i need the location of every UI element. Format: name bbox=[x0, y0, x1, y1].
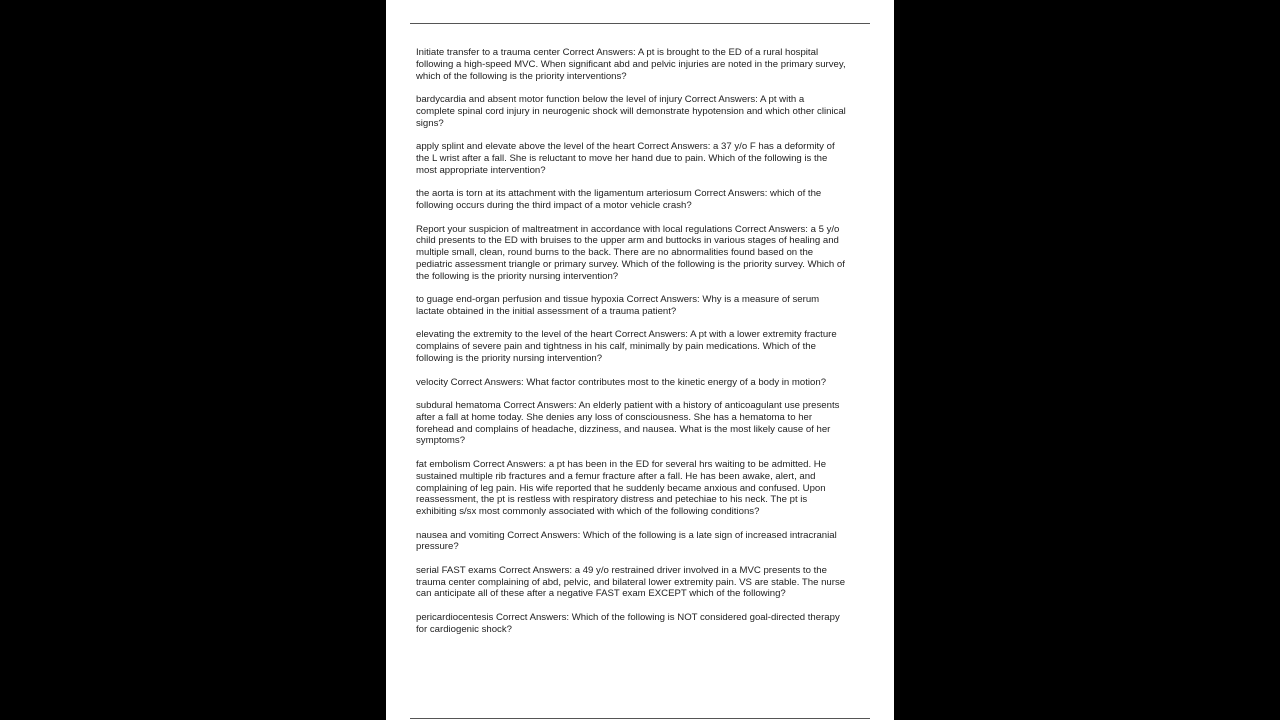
footer-rule bbox=[410, 718, 870, 719]
qa-paragraph-1: Initiate transfer to a trauma center Correct Answers: A pt is brought to the ED of a rural hospital following a high-speed MVC. When significant abd and pelvic injuries are noted in the primary survey, which of the following is the priority interventions? bbox=[416, 47, 846, 82]
qa-paragraph-8: velocity Correct Answers: What factor contributes most to the kinetic energy of a body in motion? bbox=[416, 376, 827, 388]
qa-paragraph-12: serial FAST exams Correct Answers: a 49 y/o restrained driver involved in a MVC presents to the trauma center complaining of abd, pelvic, and bilateral lower extremity pain. VS are stable. The nurse can anticipate all of these after a negative FAST exam EXCEPT which of the following? bbox=[416, 564, 846, 600]
document-page bbox=[386, 0, 894, 720]
qa-paragraph-5: Report your suspicion of maltreatment in accordance with local regulations Correct Answers: a 5 y/o child presents to the ED with bruises to the upper arm and buttocks in various stages of healing and multiple small, clean, round burns to the back. There are no abnormalities found based on the pediatric assessment triangle or primary survey. Which of the following is the priority survey. Which of the following is the priority nursing intervention? bbox=[416, 223, 845, 282]
qa-paragraph-2: bardycardia and absent motor function below the level of injury Correct Answers: A pt with a complete spinal cord injury in neurogenic shock will demonstrate hypotension and which other clinical signs? bbox=[416, 94, 846, 129]
qa-paragraph-10: fat embolism Correct Answers: a pt has been in the ED for several hrs waiting to be admitted. He sustained multiple rib fractures and a femur fracture after a fall. He has been awake, alert, and complaining of leg pain. His wife reported that he suddenly became anxious and confused. Upon reassessment, the pt is restless with respiratory distress and petechiae to his neck. The pt is exhibiting s/sx most commonly associated with which of the following conditions? bbox=[416, 458, 827, 518]
document-body bbox=[416, 47, 878, 647]
qa-paragraph-6: to guage end-organ perfusion and tissue hypoxia Correct Answers: Why is a measure of serum lactate obtained in the initial assessment of a trauma patient? bbox=[416, 294, 820, 317]
qa-paragraph-4: the aorta is torn at its attachment with the ligamentum arteriosum Correct Answers: which of the following occurs during the third impact of a motor vehicle crash? bbox=[416, 188, 822, 212]
qa-paragraph-9: subdural hematoma Correct Answers: An elderly patient with a history of anticoagulant use presents after a fall at home today. She denies any loss of consciousness. She has a hematoma to her forehead and complains of headache, dizziness, and nausea. What is the most likely cause of her symptoms? bbox=[416, 400, 840, 447]
qa-paragraph-7: elevating the extremity to the level of the heart Correct Answers: A pt with a lower extremity fracture complains of severe pain and tightness in his calf, minimally by pain medications. Which of the following is the priority nursing intervention? bbox=[416, 329, 837, 365]
qa-paragraph-13: pericardiocentesis Correct Answers: Which of the following is NOT considered goal-directed therapy for cardiogenic shock? bbox=[416, 611, 840, 635]
header-rule bbox=[410, 23, 870, 24]
qa-paragraph-11: nausea and vomiting Correct Answers: Which of the following is a late sign of increased intracranial pressure? bbox=[416, 529, 837, 553]
qa-paragraph-3: apply splint and elevate above the level of the heart Correct Answers: a 37 y/o F has a deformity of the L wrist after a fall. She is reluctant to move her hand due to pain. Which of the following is the most appropriate intervention? bbox=[416, 141, 835, 176]
